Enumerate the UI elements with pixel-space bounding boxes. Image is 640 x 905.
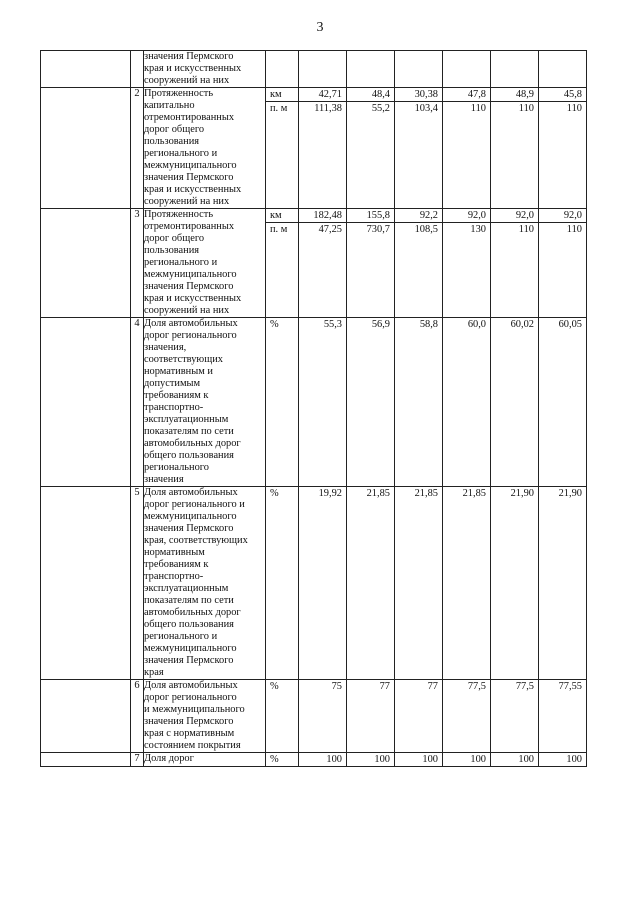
indicator-name-line: значения Пермского xyxy=(144,172,234,183)
value-cell-year-5 xyxy=(491,51,539,88)
indicator-name-line: края и искусственных xyxy=(144,63,242,74)
margin-cell xyxy=(41,88,131,209)
value-cell-year-3 xyxy=(395,88,443,209)
value: 103,4 xyxy=(414,103,438,114)
value: 100 xyxy=(374,754,390,765)
indicator-name-line: общего пользования xyxy=(144,450,234,461)
value: 45,8 xyxy=(539,88,586,102)
unit-cell xyxy=(266,680,299,753)
indicator-name-line: значения Пермского xyxy=(144,523,234,534)
indicator-name-line: эксплуатационным xyxy=(144,583,229,594)
unit-label: км xyxy=(266,88,298,102)
value: 21,85 xyxy=(366,488,390,499)
value-cell-year-2 xyxy=(347,753,395,767)
value: 110 xyxy=(518,103,534,114)
value: 77,5 xyxy=(467,681,486,692)
indicator-name-line: значения Пермского xyxy=(144,716,234,727)
value: 92,0 xyxy=(491,209,538,223)
value: 47,8 xyxy=(443,88,490,102)
value: 100 xyxy=(326,754,342,765)
unit-label: % xyxy=(270,488,279,499)
value: 60,0 xyxy=(467,319,486,330)
value-cell-year-2 xyxy=(347,318,395,487)
indicator-name-line: Доля автомобильных xyxy=(144,680,238,691)
value: 100 xyxy=(566,754,582,765)
indicator-name-line: сооружений на них xyxy=(144,305,230,316)
value: 48,4 xyxy=(347,88,394,102)
value-cell-year-4 xyxy=(443,209,491,318)
value: 730,7 xyxy=(366,224,390,235)
value-cell-year-2 xyxy=(347,487,395,680)
value: 60,05 xyxy=(558,319,582,330)
indicator-name-line: края с нормативным xyxy=(144,728,235,739)
value: 75 xyxy=(331,681,342,692)
indicator-name-line: дорог общего xyxy=(144,233,205,244)
value: 56,9 xyxy=(371,319,390,330)
value: 92,2 xyxy=(395,209,442,223)
indicator-name-line: Доля дорог xyxy=(144,753,194,764)
value: 47,25 xyxy=(318,224,342,235)
row-number: 7 xyxy=(131,753,144,767)
margin-cell xyxy=(41,487,131,680)
indicator-name-line: сооружений на них xyxy=(144,196,230,207)
indicator-name-line: Доля автомобильных xyxy=(144,318,238,329)
value: 30,38 xyxy=(395,88,442,102)
value: 92,0 xyxy=(443,209,490,223)
indicator-name-line: допустимым xyxy=(144,378,201,389)
value: 58,8 xyxy=(419,319,438,330)
value-cell-year-1 xyxy=(299,88,347,209)
value: 182,48 xyxy=(299,209,346,223)
value: 48,9 xyxy=(491,88,538,102)
indicator-name-line: капитально xyxy=(144,100,195,111)
value-cell-year-4 xyxy=(443,753,491,767)
value: 110 xyxy=(566,224,582,235)
indicator-name-line: регионального xyxy=(144,462,209,473)
value-cell-year-3 xyxy=(395,680,443,753)
value-cell-year-4 xyxy=(443,680,491,753)
value-cell-year-2 xyxy=(347,51,395,88)
value: 21,90 xyxy=(558,488,582,499)
value-cell-year-5 xyxy=(491,209,539,318)
indicator-name-line: нормативным и xyxy=(144,366,213,377)
indicator-name-line: межмуниципального xyxy=(144,160,237,171)
indicator-name-line: Протяженность xyxy=(144,209,214,220)
row-number xyxy=(131,51,144,88)
value-cell-year-6 xyxy=(539,51,587,88)
value: 19,92 xyxy=(318,488,342,499)
indicator-name-line: регионального и xyxy=(144,148,218,159)
indicator-name-line: дорог общего xyxy=(144,124,205,135)
unit-cell xyxy=(266,88,299,209)
indicator-name-line: регионального и xyxy=(144,257,218,268)
value-cell-year-5 xyxy=(491,318,539,487)
unit-cell xyxy=(266,487,299,680)
value-cell-year-4 xyxy=(443,487,491,680)
value: 130 xyxy=(470,224,486,235)
indicator-name-line: значения xyxy=(144,474,184,485)
value: 111,38 xyxy=(314,103,342,114)
value: 77 xyxy=(427,681,438,692)
unit-cell xyxy=(266,318,299,487)
indicator-name-line: автомобильных дорог xyxy=(144,607,241,618)
value-cell-year-4 xyxy=(443,88,491,209)
table-row xyxy=(41,51,587,88)
table-row xyxy=(41,209,587,318)
indicator-name xyxy=(144,680,266,753)
indicator-name xyxy=(144,88,266,209)
value-cell-year-6 xyxy=(539,487,587,680)
row-number: 2 xyxy=(131,88,144,209)
margin-cell xyxy=(41,318,131,487)
unit-cell xyxy=(266,209,299,318)
value-cell-year-3 xyxy=(395,487,443,680)
indicator-name-line: транспортно- xyxy=(144,571,204,582)
value: 21,85 xyxy=(414,488,438,499)
indicator-name-line: требованиям к xyxy=(144,559,209,570)
margin-cell xyxy=(41,209,131,318)
indicator-name-line: отремонтированных xyxy=(144,112,235,123)
indicator-name-line: значения Пермского xyxy=(144,51,234,62)
indicator-name-line: эксплуатационным xyxy=(144,414,229,425)
unit-label: км xyxy=(266,209,298,223)
table-row xyxy=(41,88,587,209)
value-cell-year-6 xyxy=(539,209,587,318)
value: 60,02 xyxy=(510,319,534,330)
indicator-name-line: дорог регионального и xyxy=(144,499,245,510)
indicator-name xyxy=(144,318,266,487)
value-cell-year-2 xyxy=(347,209,395,318)
indicator-name-line: требованиям к xyxy=(144,390,209,401)
indicator-name-line: края и искусственных xyxy=(144,293,242,304)
value: 100 xyxy=(518,754,534,765)
margin-cell xyxy=(41,753,131,767)
value-cell-year-1 xyxy=(299,487,347,680)
margin-cell xyxy=(41,51,131,88)
indicator-name-line: нормативным xyxy=(144,547,205,558)
indicator-name xyxy=(144,51,266,88)
value: 55,3 xyxy=(323,319,342,330)
indicator-name-line: сооружений на них xyxy=(144,75,230,86)
indicator-name-line: межмуниципального xyxy=(144,269,237,280)
indicator-name-line: автомобильных дорог xyxy=(144,438,241,449)
row-number: 4 xyxy=(131,318,144,487)
indicator-name xyxy=(144,487,266,680)
table-row xyxy=(41,318,587,487)
value-cell-year-5 xyxy=(491,753,539,767)
unit-label: % xyxy=(270,754,279,765)
value: 21,90 xyxy=(510,488,534,499)
indicator-name-line: края xyxy=(144,667,164,678)
value-cell-year-3 xyxy=(395,318,443,487)
value: 21,85 xyxy=(462,488,486,499)
table-row xyxy=(41,753,587,767)
table-row xyxy=(41,680,587,753)
value-cell-year-5 xyxy=(491,487,539,680)
row-number: 6 xyxy=(131,680,144,753)
unit-label: п. м xyxy=(270,103,288,114)
value: 55,2 xyxy=(371,103,390,114)
indicator-name-line: транспортно- xyxy=(144,402,204,413)
value-cell-year-6 xyxy=(539,88,587,209)
value-cell-year-4 xyxy=(443,51,491,88)
value: 77,5 xyxy=(515,681,534,692)
indicator-name-line: пользования xyxy=(144,136,200,147)
value-cell-year-1 xyxy=(299,51,347,88)
indicator-name-line: края и искусственных xyxy=(144,184,242,195)
value-cell-year-2 xyxy=(347,88,395,209)
indicator-name-line: Протяженность xyxy=(144,88,214,99)
value-cell-year-6 xyxy=(539,753,587,767)
value-cell-year-1 xyxy=(299,680,347,753)
indicator-name-line: значения, xyxy=(144,342,187,353)
indicator-name-line: дорог регионального xyxy=(144,330,237,341)
indicator-name-line: значения Пермского xyxy=(144,281,234,292)
indicator-name-line: пользования xyxy=(144,245,200,256)
value-cell-year-1 xyxy=(299,318,347,487)
indicator-name xyxy=(144,209,266,318)
margin-cell xyxy=(41,680,131,753)
unit-cell xyxy=(266,753,299,767)
value: 100 xyxy=(470,754,486,765)
page-number: 3 xyxy=(316,20,324,35)
value-cell-year-4 xyxy=(443,318,491,487)
value-cell-year-3 xyxy=(395,209,443,318)
indicator-name-line: межмуниципального xyxy=(144,643,237,654)
value: 110 xyxy=(566,103,582,114)
row-number: 5 xyxy=(131,487,144,680)
value-cell-year-3 xyxy=(395,51,443,88)
indicator-name-line: дорог регионального xyxy=(144,692,237,703)
value: 110 xyxy=(470,103,486,114)
unit-label: % xyxy=(270,681,279,692)
value: 92,0 xyxy=(539,209,586,223)
value-cell-year-5 xyxy=(491,680,539,753)
indicator-name-line: общего пользования xyxy=(144,619,234,630)
table-row xyxy=(41,487,587,680)
value-cell-year-2 xyxy=(347,680,395,753)
indicator-name-line: регионального и xyxy=(144,631,218,642)
indicator-name-line: состоянием покрытия xyxy=(144,740,241,751)
value-cell-year-1 xyxy=(299,209,347,318)
indicator-name-line: Доля автомобильных xyxy=(144,487,238,498)
indicator-name-line: края, соответствующих xyxy=(144,535,248,546)
indicator-name-line: значения Пермского xyxy=(144,655,234,666)
unit-label: % xyxy=(270,319,279,330)
indicator-name-line: отремонтированных xyxy=(144,221,235,232)
row-number: 3 xyxy=(131,209,144,318)
value: 42,71 xyxy=(299,88,346,102)
value: 110 xyxy=(518,224,534,235)
value-cell-year-3 xyxy=(395,753,443,767)
indicator-name-line: и межмуниципального xyxy=(144,704,245,715)
indicator-name-line: показателям по сети xyxy=(144,595,234,606)
value-cell-year-5 xyxy=(491,88,539,209)
value-cell-year-6 xyxy=(539,318,587,487)
value: 77,55 xyxy=(558,681,582,692)
indicator-name xyxy=(144,753,266,767)
indicator-name-line: показателям по сети xyxy=(144,426,234,437)
value: 108,5 xyxy=(414,224,438,235)
value: 77 xyxy=(379,681,390,692)
value-cell-year-1 xyxy=(299,753,347,767)
unit-cell xyxy=(266,51,299,88)
indicator-name-line: межмуниципального xyxy=(144,511,237,522)
value-cell-year-6 xyxy=(539,680,587,753)
value: 155,8 xyxy=(347,209,394,223)
unit-label: п. м xyxy=(270,224,288,235)
value: 100 xyxy=(422,754,438,765)
indicator-name-line: соответствующих xyxy=(144,354,223,365)
indicators-table xyxy=(40,50,587,767)
